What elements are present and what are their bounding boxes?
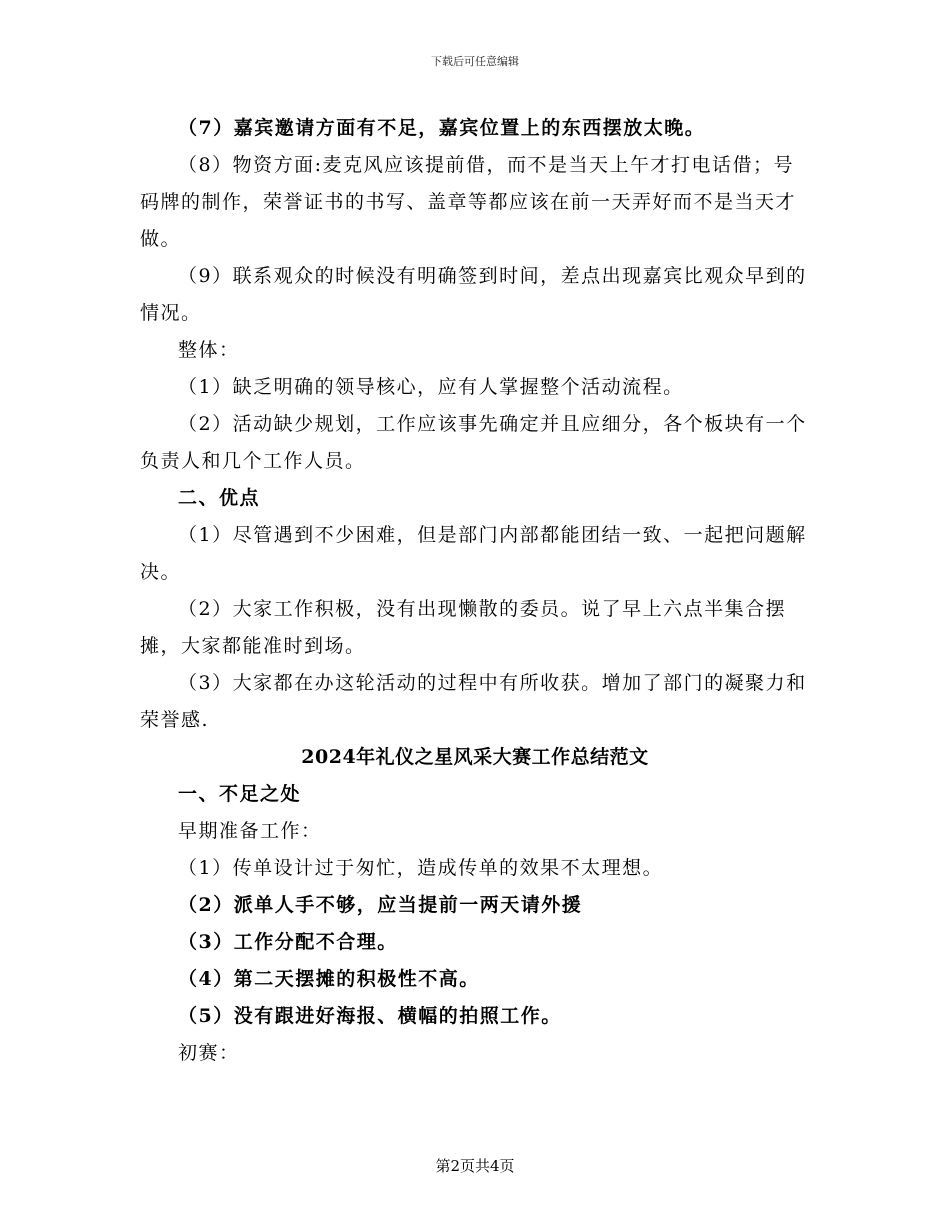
paragraph-preliminary: 初赛： xyxy=(178,1042,240,1064)
section-heading-shortcomings: 一、不足之处 xyxy=(178,783,302,805)
paragraph-second-day: （4）第二天摆摊的积极性不高。 xyxy=(178,968,480,990)
document-title: 2024年礼仪之星风采大赛工作总结范文 xyxy=(301,746,649,768)
paragraph-staffing: （2）派单人手不够，应当提前一两天请外援 xyxy=(178,894,583,916)
paragraph-overall-heading: 整体： xyxy=(178,339,240,361)
paragraph-flyer-design: （1）传单设计过于匆忙，造成传单的效果不太理想。 xyxy=(178,857,664,879)
page-footer: 第2页共4页 xyxy=(435,1157,515,1175)
paragraph-unity: （1）尽管遇到不少困难，但是部门内部都能团结一致、一起把问题解决。 xyxy=(140,524,807,583)
section-heading-advantages: 二、优点 xyxy=(178,487,261,509)
paragraph-materials: （8）物资方面:麦克风应该提前借，而不是当天上午才打电话借；号码牌的制作，荣誉证书的书写、盖章等都应该在前一天弄好而不是当天才做。 xyxy=(140,154,797,250)
paragraph-audience-contact: （9）联系观众的时候没有明确签到时间，差点出现嘉宾比观众早到的情况。 xyxy=(140,265,807,324)
paragraph-enthusiasm: （2）大家工作积极，没有出现懒散的委员。说了早上六点半集合摆摊，大家都能准时到场。 xyxy=(140,598,787,657)
paragraph-guest-invitation: （7）嘉宾邀请方面有不足，嘉宾位置上的东西摆放太晚。 xyxy=(178,117,706,139)
document-body xyxy=(140,110,810,1072)
paragraph-planning: （2）活动缺少规划，工作应该事先确定并且应细分，各个板块有一个负责人和几个工作人员。 xyxy=(140,413,807,472)
paragraph-early-prep: 早期准备工作： xyxy=(178,820,322,842)
paragraph-gains: （3）大家都在办这轮活动的过程中有所收获。增加了部门的凝聚力和荣誉感. xyxy=(140,672,807,731)
paragraph-leadership: （1）缺乏明确的领导核心，应有人掌握整个活动流程。 xyxy=(178,376,684,398)
page-header: 下载后可任意编辑 xyxy=(431,55,519,68)
paragraph-photo-work: （5）没有跟进好海报、横幅的拍照工作。 xyxy=(178,1005,562,1027)
paragraph-work-allocation: （3）工作分配不合理。 xyxy=(178,931,398,953)
